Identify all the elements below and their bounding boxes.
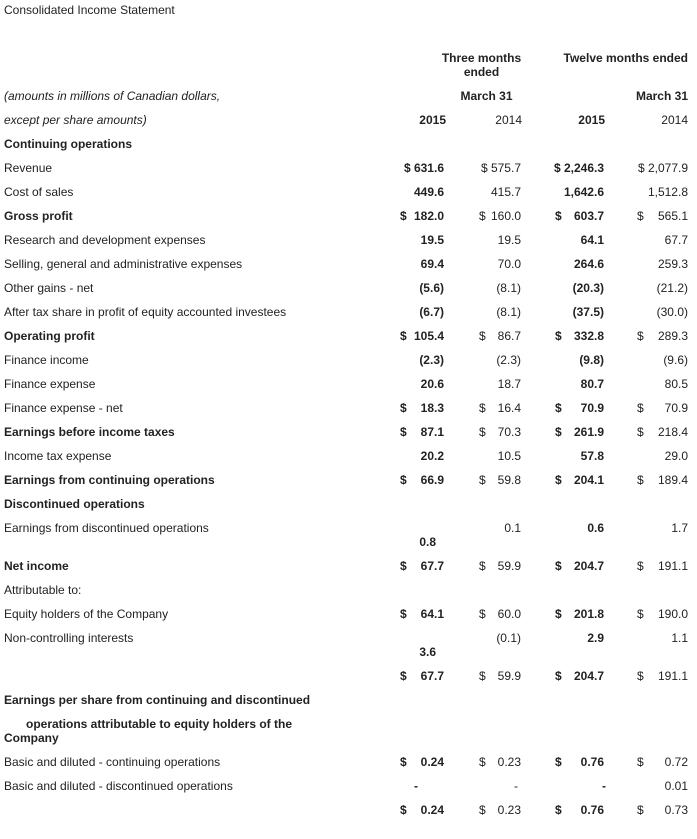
dollar-sign: $ <box>637 559 644 573</box>
cell-fin-expense-c3: 80.7 <box>580 377 604 391</box>
cell-fin-net-c1: 18.3 <box>420 401 444 415</box>
dollar-sign: $ <box>479 209 486 223</box>
amounts-note-line1: (amounts in millions of Canadian dollars, <box>4 89 221 103</box>
cell-sga-c2: 70.0 <box>497 257 521 271</box>
dollar-sign: $ <box>637 607 644 621</box>
cell-equity-holders-c3: 201.8 <box>573 607 604 621</box>
dollar-sign: $ <box>400 329 407 343</box>
dollar-sign: $ <box>637 803 644 817</box>
march31-header-a: March 31 <box>460 89 513 103</box>
cell-fin-net-c3: 70.9 <box>580 401 604 415</box>
dollar-sign: $ <box>555 803 562 817</box>
cell-tax-c2: 10.5 <box>497 449 521 463</box>
cell-tax-c4: 29.0 <box>664 449 688 463</box>
row-label-ebt: Earnings before income taxes <box>4 425 175 439</box>
row-label-rnd: Research and development expenses <box>4 233 206 247</box>
year-col-3: 2015 <box>578 113 605 127</box>
cell-eps-disc-c2: - <box>514 779 518 793</box>
dollar-sign: $ <box>400 401 407 415</box>
cell-ebt-c2: 70.3 <box>497 425 521 439</box>
row-label-finance-expense-net: Finance expense - net <box>4 401 123 415</box>
dollar-sign: $ <box>555 607 562 621</box>
twelve-months-header: Twelve months ended <box>563 51 688 65</box>
row-label-net-income: Net income <box>4 559 69 573</box>
dollar-sign: $ <box>555 669 562 683</box>
dollar-sign: $ <box>479 607 486 621</box>
dollar-sign: $ <box>479 755 486 769</box>
cell-fin-income-c4: (9.6) <box>663 353 688 367</box>
cell-other-c2: (8.1) <box>496 281 521 295</box>
cell-cos-c4: 1,512.8 <box>647 185 688 199</box>
row-label-income-tax: Income tax expense <box>4 449 112 463</box>
cell-earn-disc-c1: 0.8 <box>419 535 436 549</box>
cell-rnd-c4: 67.7 <box>664 233 688 247</box>
dollar-sign: $ <box>400 669 407 683</box>
cell-sga-c3: 264.6 <box>573 257 604 271</box>
cell-earn-cont-c4: 189.4 <box>657 473 688 487</box>
cell-attr-total-c4: 191.1 <box>657 669 688 683</box>
row-label-eps-continuing: Basic and diluted - continuing operations <box>4 755 221 769</box>
cell-op-profit-c4: 289.3 <box>657 329 688 343</box>
cell-cos-c3: 1,642.6 <box>563 185 604 199</box>
row-label-gross-profit: Gross profit <box>4 209 73 223</box>
eps-heading-line3: Company <box>4 731 59 745</box>
cell-nci-c2: (0.1) <box>496 631 521 645</box>
dollar-sign: $ <box>479 669 486 683</box>
row-label-earnings-continuing: Earnings from continuing operations <box>4 473 215 487</box>
row-label-cost-of-sales: Cost of sales <box>4 185 74 199</box>
eps-heading-line1: Earnings per share from continuing and discontinued <box>4 693 311 707</box>
cell-eps-cont-c1: 0.24 <box>420 755 444 769</box>
year-col-1: 2015 <box>419 113 446 127</box>
row-label-equity-investees: After tax share in profit of equity accounted investees <box>4 305 287 319</box>
dollar-sign: $ <box>555 329 562 343</box>
year-col-4: 2014 <box>661 113 688 127</box>
dollar-sign: $ <box>555 401 562 415</box>
dollar-sign: $ <box>555 473 562 487</box>
cell-gross-c1: 182.0 <box>413 209 444 223</box>
row-label-revenue: Revenue <box>4 161 53 175</box>
cell-op-profit-c2: 86.7 <box>497 329 521 343</box>
dollar-sign: $ <box>400 559 407 573</box>
cell-ebt-c1: 87.1 <box>420 425 444 439</box>
cell-eps-disc-c1: - <box>414 779 418 793</box>
cell-earn-cont-c3: 204.1 <box>573 473 604 487</box>
cell-eps-total-c4: 0.73 <box>664 803 688 817</box>
row-label-eps-discontinued: Basic and diluted - discontinued operations <box>4 779 233 793</box>
cell-fin-expense-c4: 80.5 <box>664 377 688 391</box>
eps-heading-line2: operations attributable to equity holders of the <box>26 717 293 731</box>
cell-eps-total-c1: 0.24 <box>420 803 444 817</box>
dollar-sign: $ <box>637 209 644 223</box>
cell-net-income-c3: 204.7 <box>573 559 604 573</box>
dollar-sign: $ <box>637 401 644 415</box>
cell-fin-expense-c2: 18.7 <box>497 377 521 391</box>
cell-fin-net-c4: 70.9 <box>664 401 688 415</box>
cell-sga-c4: 259.3 <box>657 257 688 271</box>
year-col-2: 2014 <box>495 113 522 127</box>
three-months-header: Three months <box>441 51 522 65</box>
cell-revenue-c3: $ 2,246.3 <box>553 161 604 175</box>
cell-rnd-c2: 19.5 <box>497 233 521 247</box>
dollar-sign: $ <box>479 329 486 343</box>
dollar-sign: $ <box>400 755 407 769</box>
cell-equity-inv-c2: (8.1) <box>496 305 521 319</box>
dollar-sign: $ <box>555 559 562 573</box>
dollar-sign: $ <box>637 755 644 769</box>
dollar-sign: $ <box>400 803 407 817</box>
march31-header-b: March 31 <box>635 89 688 103</box>
row-label-finance-expense: Finance expense <box>4 377 96 391</box>
cell-attr-total-c2: 59.9 <box>497 669 521 683</box>
cell-fin-expense-c1: 20.6 <box>420 377 444 391</box>
page-title: Consolidated Income Statement <box>4 3 175 17</box>
dollar-sign: $ <box>479 803 486 817</box>
cell-other-c4: (21.2) <box>656 281 688 295</box>
cell-ebt-c4: 218.4 <box>657 425 688 439</box>
amounts-note-line2: except per share amounts) <box>4 113 147 127</box>
row-label-sga: Selling, general and administrative expenses <box>4 257 243 271</box>
cell-net-income-c1: 67.7 <box>420 559 444 573</box>
dollar-sign: $ <box>637 425 644 439</box>
row-label-earnings-discontinued: Earnings from discontinued operations <box>4 521 209 535</box>
cell-op-profit-c1: 105.4 <box>413 329 444 343</box>
cell-eps-disc-c3: - <box>602 779 606 793</box>
row-label-other-gains: Other gains - net <box>4 281 94 295</box>
cell-attr-total-c1: 67.7 <box>420 669 444 683</box>
cell-earn-disc-c4: 1.7 <box>671 521 688 535</box>
cell-revenue-c2: $ 575.7 <box>480 161 521 175</box>
cell-op-profit-c3: 332.8 <box>573 329 604 343</box>
dollar-sign: $ <box>555 425 562 439</box>
cell-equity-inv-c4: (30.0) <box>656 305 688 319</box>
dollar-sign: $ <box>479 401 486 415</box>
dollar-sign: $ <box>400 425 407 439</box>
dollar-sign: $ <box>400 607 407 621</box>
cell-revenue-c1: $ 631.6 <box>403 161 444 175</box>
cell-net-income-c2: 59.9 <box>497 559 521 573</box>
dollar-sign: $ <box>479 473 486 487</box>
cell-fin-income-c3: (9.8) <box>579 353 604 367</box>
dollar-sign: $ <box>637 329 644 343</box>
row-label-non-controlling: Non-controlling interests <box>4 631 134 645</box>
cell-revenue-c4: $ 2,077.9 <box>637 161 688 175</box>
cell-nci-c1: 3.6 <box>419 645 436 659</box>
cell-other-c1: (5.6) <box>419 281 444 295</box>
dollar-sign: $ <box>555 755 562 769</box>
dollar-sign: $ <box>555 209 562 223</box>
cell-rnd-c3: 64.1 <box>580 233 604 247</box>
dollar-sign: $ <box>637 473 644 487</box>
cell-eps-total-c2: 0.23 <box>497 803 521 817</box>
cell-tax-c3: 57.8 <box>580 449 604 463</box>
cell-cos-c1: 449.6 <box>413 185 444 199</box>
cell-equity-holders-c1: 64.1 <box>420 607 444 621</box>
section-discontinued: Discontinued operations <box>4 497 145 511</box>
row-label-operating-profit: Operating profit <box>4 329 95 343</box>
section-continuing: Continuing operations <box>4 137 132 151</box>
three-months-header-ended: ended <box>463 65 500 79</box>
cell-eps-cont-c3: 0.76 <box>580 755 604 769</box>
cell-eps-disc-c4: 0.01 <box>664 779 688 793</box>
cell-eps-cont-c2: 0.23 <box>497 755 521 769</box>
dollar-sign: $ <box>479 559 486 573</box>
cell-earn-cont-c1: 66.9 <box>420 473 444 487</box>
section-attributable: Attributable to: <box>4 583 82 597</box>
cell-other-c3: (20.3) <box>572 281 604 295</box>
cell-earn-cont-c2: 59.8 <box>497 473 521 487</box>
cell-nci-c4: 1.1 <box>671 631 688 645</box>
cell-equity-inv-c1: (6.7) <box>419 305 444 319</box>
cell-eps-cont-c4: 0.72 <box>664 755 688 769</box>
dollar-sign: $ <box>400 473 407 487</box>
row-label-finance-income: Finance income <box>4 353 89 367</box>
cell-sga-c1: 69.4 <box>420 257 444 271</box>
cell-eps-total-c3: 0.76 <box>580 803 604 817</box>
cell-equity-inv-c3: (37.5) <box>572 305 604 319</box>
cell-attr-total-c3: 204.7 <box>573 669 604 683</box>
cell-earn-disc-c2: 0.1 <box>504 521 521 535</box>
cell-fin-net-c2: 16.4 <box>497 401 521 415</box>
cell-earn-disc-c3: 0.6 <box>587 521 604 535</box>
cell-rnd-c1: 19.5 <box>420 233 444 247</box>
cell-gross-c2: 160.0 <box>490 209 521 223</box>
cell-gross-c4: 565.1 <box>657 209 688 223</box>
cell-cos-c2: 415.7 <box>490 185 521 199</box>
dollar-sign: $ <box>479 425 486 439</box>
cell-fin-income-c1: (2.3) <box>419 353 444 367</box>
cell-tax-c1: 20.2 <box>420 449 444 463</box>
cell-ebt-c3: 261.9 <box>573 425 604 439</box>
cell-gross-c3: 603.7 <box>573 209 604 223</box>
cell-nci-c3: 2.9 <box>587 631 604 645</box>
dollar-sign: $ <box>400 209 407 223</box>
cell-equity-holders-c4: 190.0 <box>657 607 688 621</box>
cell-net-income-c4: 191.1 <box>657 559 688 573</box>
dollar-sign: $ <box>637 669 644 683</box>
cell-fin-income-c2: (2.3) <box>496 353 521 367</box>
cell-equity-holders-c2: 60.0 <box>497 607 521 621</box>
row-label-equity-holders: Equity holders of the Company <box>4 607 169 621</box>
